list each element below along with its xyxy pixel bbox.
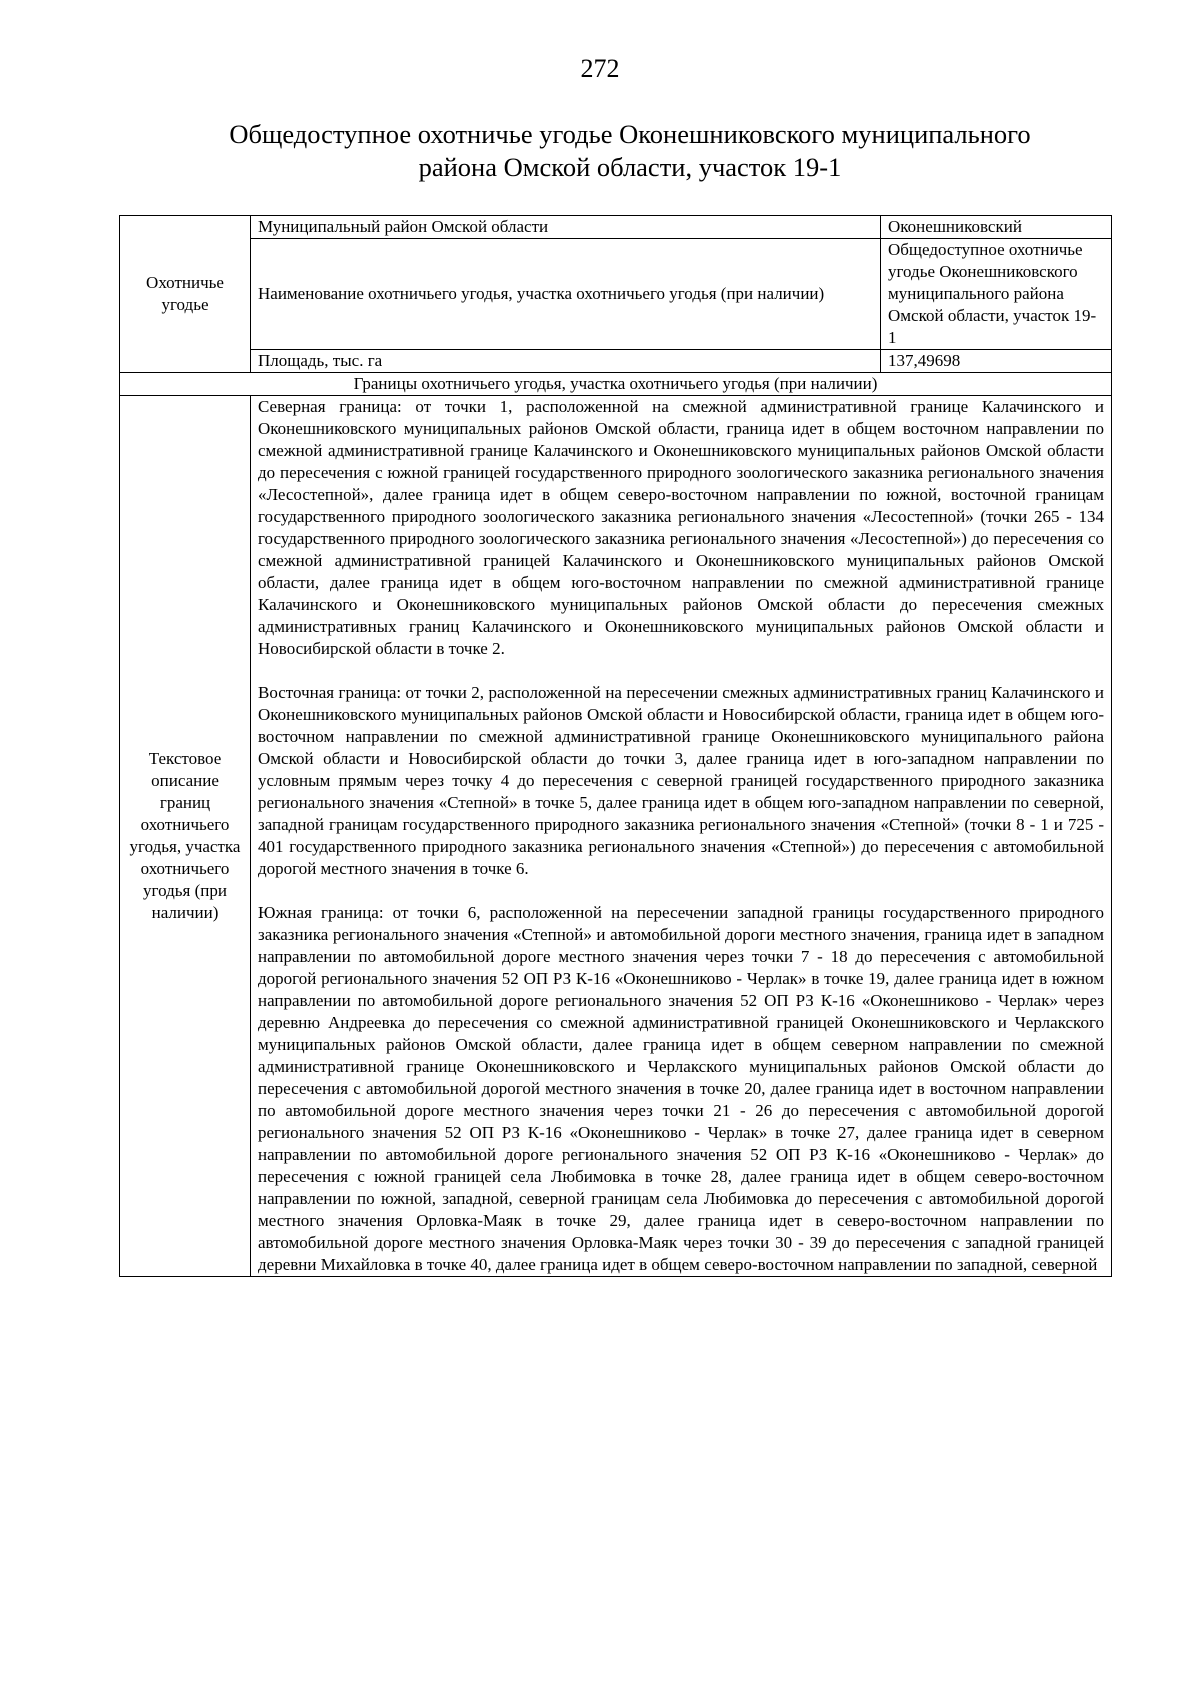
- table-row-area: [120, 350, 1112, 373]
- row-label-area: Площадь, тыс. га: [251, 350, 881, 373]
- table-row-name: [120, 239, 1112, 350]
- east-boundary-paragraph: Восточная граница: от точки 2, расположенной на пересечении смежных административных границ Калачинского и Оконешниковского муниципальных районов Омской области и Новосибирской области, граница идет в общем юго-восточном направлении по смежной административной границе Оконешниковского муниципального района Омской области и Новосибирской области до точки 3, далее граница идет в юго-западном направлении по условным прямым через точку 4 до пересечения с северной границей государственного природного заказника регионального значения «Степной» в точке 5, далее граница идет в общем юго-западном направлении по северной, западной границам государственного природного заказника регионального значения «Степной» (точки 8 - 1 и 725 - 401 государственного природного заказника регионального значения «Степной») до пересечения с автомобильной дорогой местного значения в точке 6.: [258, 683, 1104, 878]
- section-label-hunting-ground: Охотничье угодье: [120, 216, 251, 373]
- hunting-ground-table: [119, 215, 1112, 1277]
- title-line-1: Общедоступное охотничье угодье Оконешниковского муниципального: [229, 119, 1031, 149]
- north-boundary-paragraph: Северная граница: от точки 1, расположенной на смежной административной границе Калачинского и Оконешниковского муниципальных районов Омской области, граница идет в общем восточном направлении по смежной административной границе Калачинского и Оконешниковского муниципальных районов Омской области до пересечения с южной границей государственного природного зоологического заказника регионального значения «Лесостепной», далее граница идет в общем северо-восточном направлении по южной, восточной границам государственного природного зоологического заказника регионального значения «Лесостепной» (точки 265 - 134 государственного природного зоологического заказника регионального значения «Лесостепной») до пересечения со смежной административной границей Калачинского и Оконешниковского муниципальных районов Омской области, далее граница идет в общем юго-восточном направлении по смежной административной границе Калачинского и Оконешниковского муниципальных районов Омской области до пересечения смежных административных границ Калачинского и Оконешниковского муниципальных районов Омской области и Новосибирской области в точке 2.: [258, 397, 1104, 658]
- row-label-name: Наименование охотничьего угодья, участка охотничьего угодья (при наличии): [251, 239, 881, 350]
- table-row-district: [120, 216, 1112, 239]
- row-value-district: Оконешниковский: [881, 216, 1112, 239]
- south-boundary-paragraph: Южная граница: от точки 6, расположенной на пересечении западной границы государственного природного заказника регионального значения «Степной» и автомобильной дороги местного значения, граница идет в западном направлении по автомобильной дороге местного значения через точки 7 - 18 до пересечения с автомобильной дорогой регионального значения 52 ОП РЗ К-16 «Оконешниково - Черлак» в точке 19, далее граница идет в южном направлении по автомобильной дороге регионального значения 52 ОП РЗ К-16 «Оконешниково - Черлак» через деревню Андреевка до пересечения со смежной административной границей Оконешниковского и Черлакского муниципальных районов Омской области, далее граница идет в общем северном направлении по смежной административной границе Оконешниковского и Черлакского муниципальных районов Омской области до пересечения с автомобильной дорогой местного значения в точке 20, далее граница идет в восточном направлении по автомобильной дороге местного значения через точки 21 - 26 до пересечения с автомобильной дорогой регионального значения 52 ОП РЗ К-16 «Оконешниково - Черлак» в точке 27, далее граница идет в северном направлении по автомобильной дороге регионального значения 52 ОП РЗ К-16 «Оконешниково - Черлак» до пересечения с южной границей села Любимовка в точке 28, далее граница идет в общем северо-восточном направлении по южной, западной, северной границам села Любимовка до пересечения с автомобильной дорогой местного значения Орловка-Маяк в точке 29, далее граница идет в северо-восточном направлении по автомобильной дороге местного значения Орловка-Маяк через точки 30 - 39 до пересечения с западной границей деревни Михайловка в точке 40, далее граница идет в общем северо-восточном направлении по западной, северной: [258, 903, 1104, 1274]
- table-row-boundaries-description: [120, 396, 1112, 1277]
- boundaries-description: [251, 396, 1112, 1277]
- row-value-name: Общедоступное охотничье угодье Оконешниковского муниципального района Омской области, участок 19-1: [881, 239, 1112, 350]
- boundaries-header: Границы охотничьего угодья, участка охотничьего угодья (при наличии): [120, 373, 1112, 396]
- section-label-boundaries: Текстовое описание границ охотничьего угодья, участка охотничьего угодья (при наличии): [120, 396, 251, 1277]
- page-number: 272: [580, 54, 620, 83]
- row-value-area: 137,49698: [881, 350, 1112, 373]
- row-label-district: Муниципальный район Омской области: [251, 216, 881, 239]
- table-row-boundaries-header: [120, 373, 1112, 396]
- title-line-2: района Омской области, участок 19-1: [418, 152, 842, 182]
- document-title: [180, 118, 1080, 184]
